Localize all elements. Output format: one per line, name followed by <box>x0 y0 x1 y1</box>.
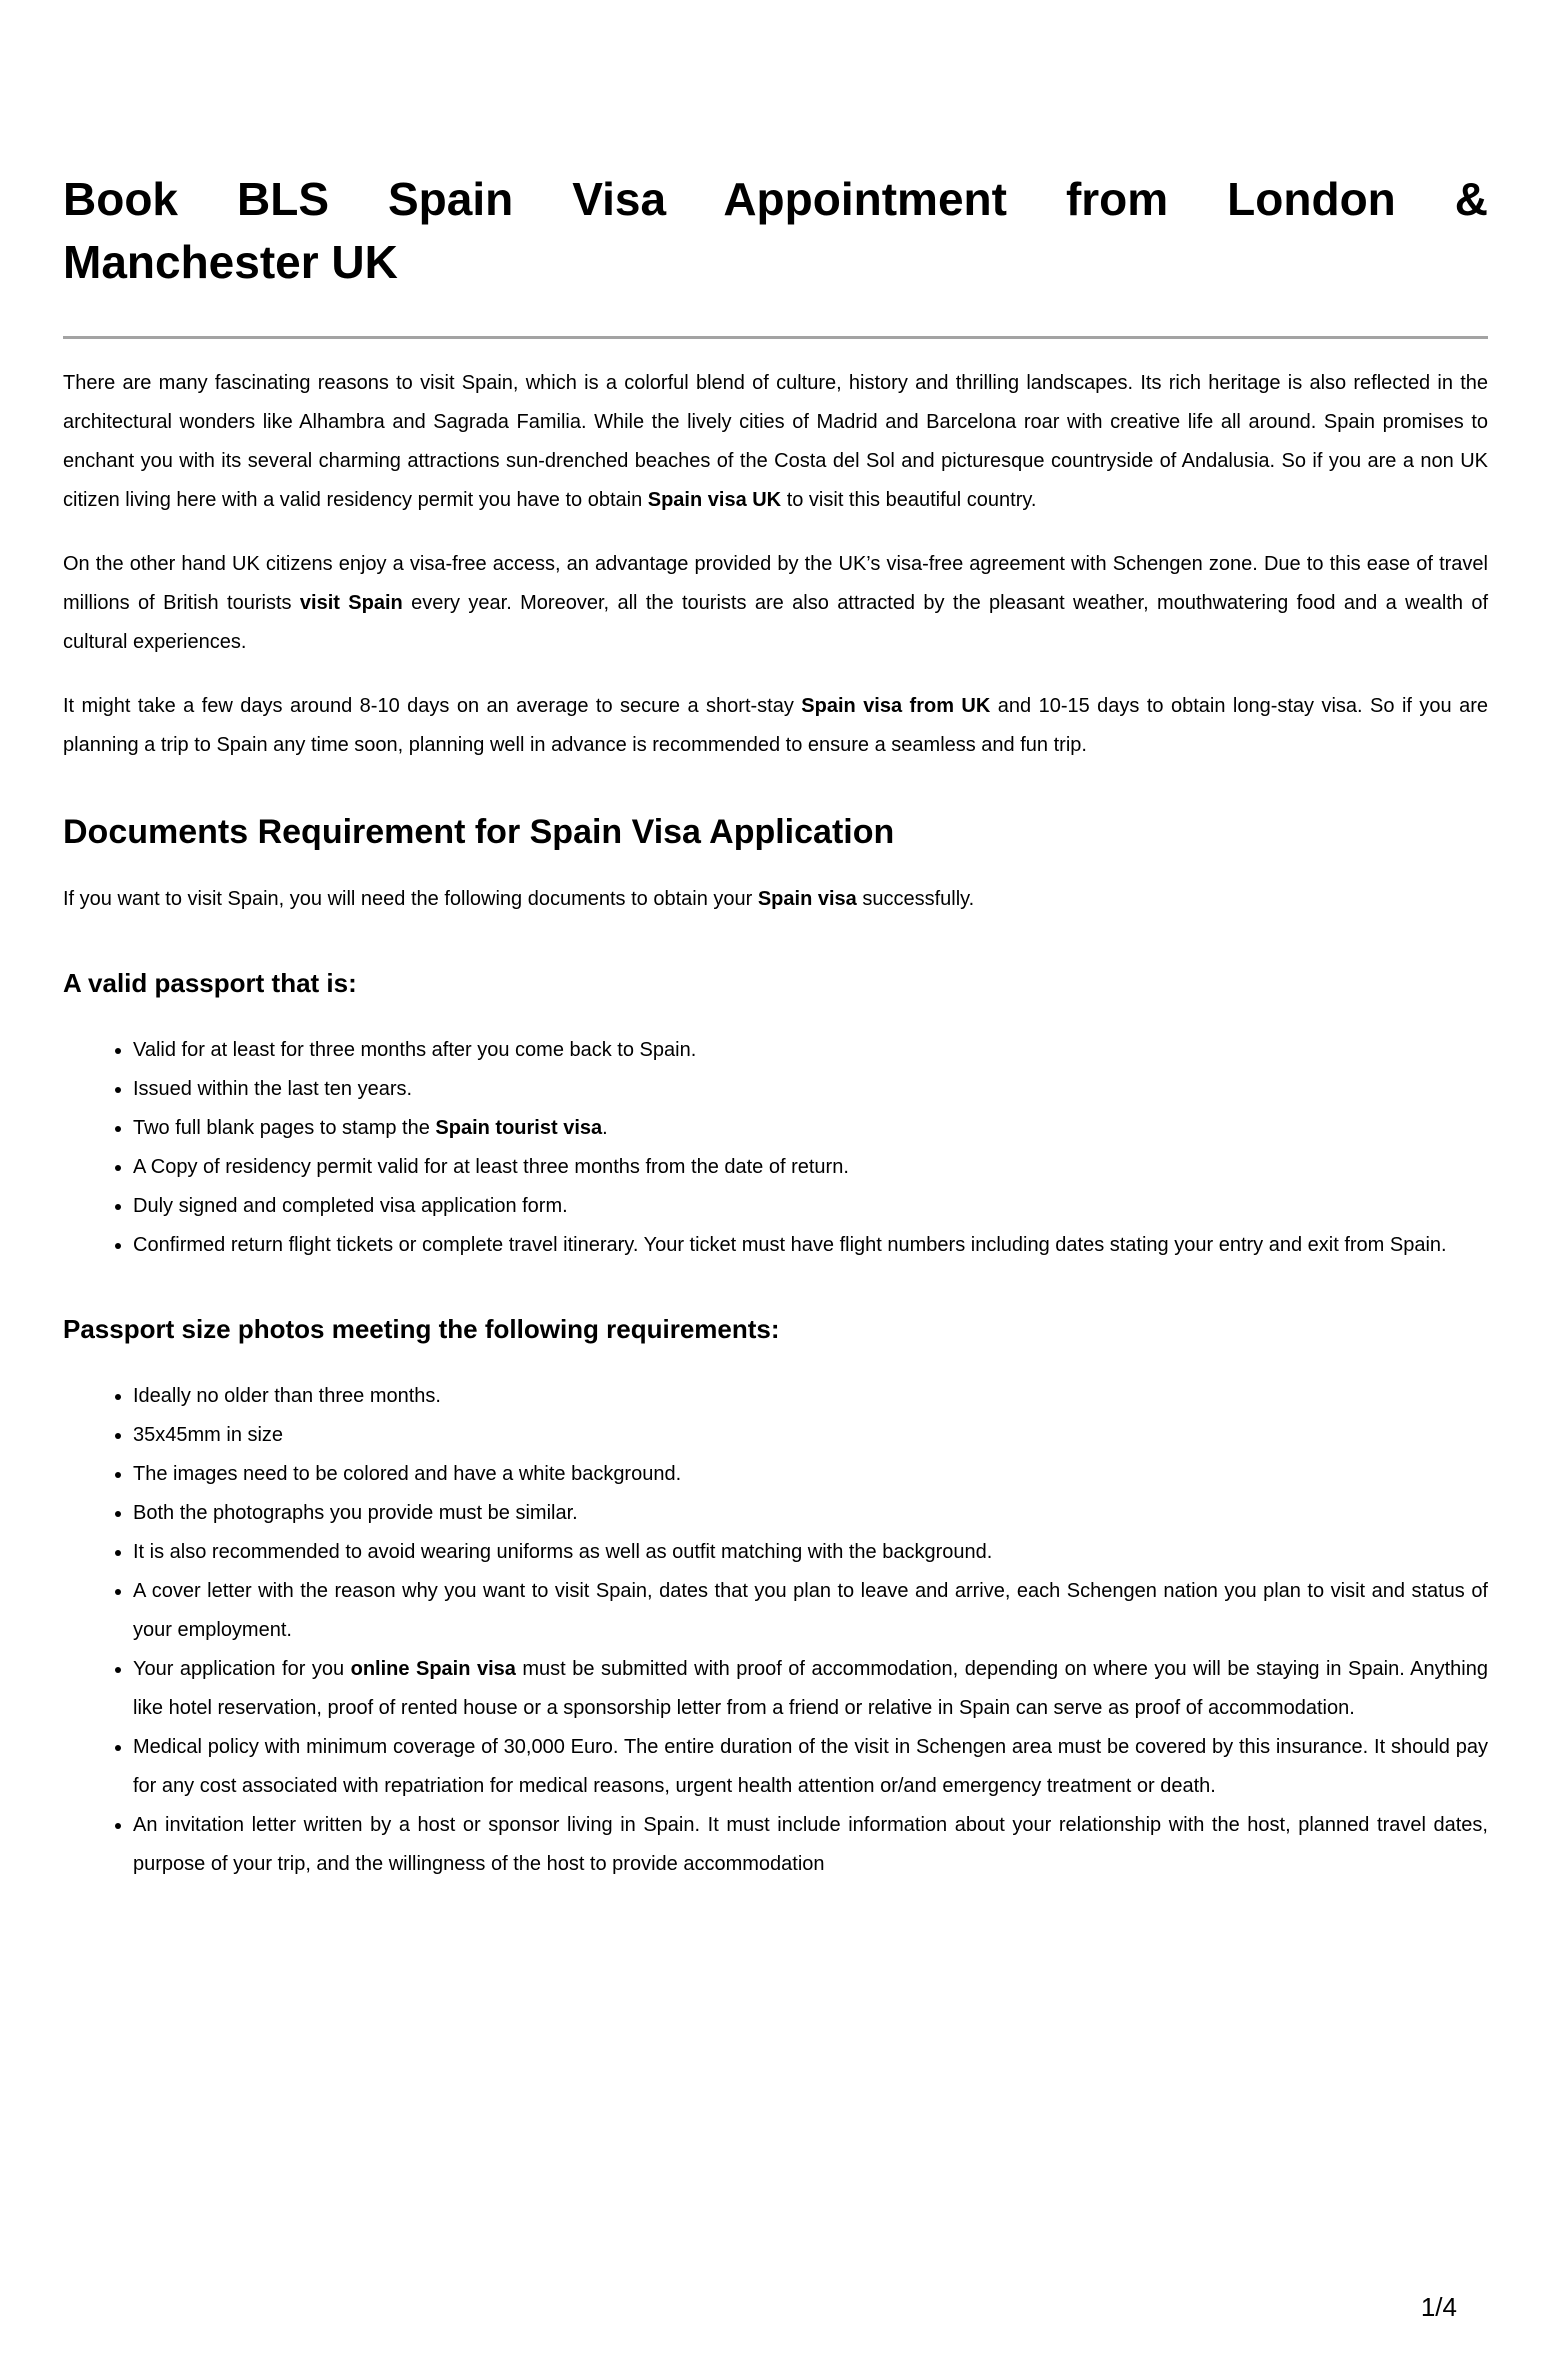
page-title-line-1: Book BLS Spain Visa Appointment from London & <box>63 173 1488 225</box>
list-item: • Issued within the last ten years. <box>133 1070 1488 1109</box>
list-item: • Duly signed and completed visa application form. <box>133 1187 1488 1226</box>
passport-requirements-list <box>63 1031 1488 1265</box>
list-item: • Ideally no older than three months. <box>133 1377 1488 1416</box>
section-intro-paragraph: If you want to visit Spain, you will need the following documents to obtain your Spain visa successfully. <box>63 888 975 910</box>
page-title <box>63 168 1488 294</box>
intro-paragraph-3: It might take a few days around 8-10 days on an average to secure a short-stay Spain visa from UK and 10-15 days to obtain long-stay visa. So if you are planning a trip to Spain any time soon, planning well in advance is recommended to ensure a seamless and fun trip. <box>63 695 1488 756</box>
list-item: • Both the photographs you provide must be similar. <box>133 1494 1488 1533</box>
list-item: • The images need to be colored and have a white background. <box>133 1455 1488 1494</box>
document-page <box>0 168 1554 1884</box>
subsection-heading-valid-passport: A valid passport that is: <box>63 968 357 998</box>
list-item: • Two full blank pages to stamp the Spain tourist visa. <box>133 1109 1488 1148</box>
list-item: • Your application for you online Spain visa must be submitted with proof of accommodation, depending on where you will be staying in Spain. Anything like hotel reservation, proof of rented house or a sponsorship letter from a friend or relative in Spain can serve as proof of accommodation. <box>133 1650 1488 1728</box>
list-item: • 35x45mm in size <box>133 1416 1488 1455</box>
photo-requirements-list <box>63 1377 1488 1884</box>
list-item: • An invitation letter written by a host or sponsor living in Spain. It must include information about your relationship with the host, planned travel dates, purpose of your trip, and the willingness of the host to provide accommodation <box>133 1806 1488 1884</box>
list-item: • It is also recommended to avoid wearing uniforms as well as outfit matching with the background. <box>133 1533 1488 1572</box>
list-item: • Confirmed return flight tickets or complete travel itinerary. Your ticket must have flight numbers including dates stating your entry and exit from Spain. <box>133 1226 1488 1265</box>
horizontal-divider <box>63 336 1488 339</box>
page-title-line-2: Manchester UK <box>63 236 398 288</box>
list-item: • Valid for at least for three months after you come back to Spain. <box>133 1031 1488 1070</box>
intro-paragraph-1: There are many fascinating reasons to visit Spain, which is a colorful blend of culture, history and thrilling landscapes. Its rich heritage is also reflected in the architectural wonders like Alhambra and Sagrada Familia. While the lively cities of Madrid and Barcelona roar with creative life all around. Spain promises to enchant you with its several charming attractions sun-drenched beaches of the Costa del Sol and picturesque countryside of Andalusia. So if you are a non UK citizen living here with a valid residency permit you have to obtain Spain visa UK to visit this beautiful country. <box>63 372 1488 511</box>
page-number: 1/4 <box>1420 2292 1457 2322</box>
intro-paragraph-2: On the other hand UK citizens enjoy a visa-free access, an advantage provided by the UK’s visa-free agreement with Schengen zone. Due to this ease of travel millions of British tourists visit Spain every year. Moreover, all the tourists are also attracted by the pleasant weather, mouthwatering food and a wealth of cultural experiences. <box>63 553 1488 653</box>
section-heading-documents-requirement: Documents Requirement for Spain Visa Application <box>63 813 895 851</box>
list-item: • A Copy of residency permit valid for at least three months from the date of return. <box>133 1148 1488 1187</box>
list-item: • A cover letter with the reason why you want to visit Spain, dates that you plan to leave and arrive, each Schengen nation you plan to visit and status of your employment. <box>133 1572 1488 1650</box>
subsection-heading-passport-photos: Passport size photos meeting the following requirements: <box>63 1314 780 1344</box>
list-item: • Medical policy with minimum coverage of 30,000 Euro. The entire duration of the visit in Schengen area must be covered by this insurance. It should pay for any cost associated with repatriation for medical reasons, urgent health attention or/and emergency treatment or death. <box>133 1728 1488 1806</box>
